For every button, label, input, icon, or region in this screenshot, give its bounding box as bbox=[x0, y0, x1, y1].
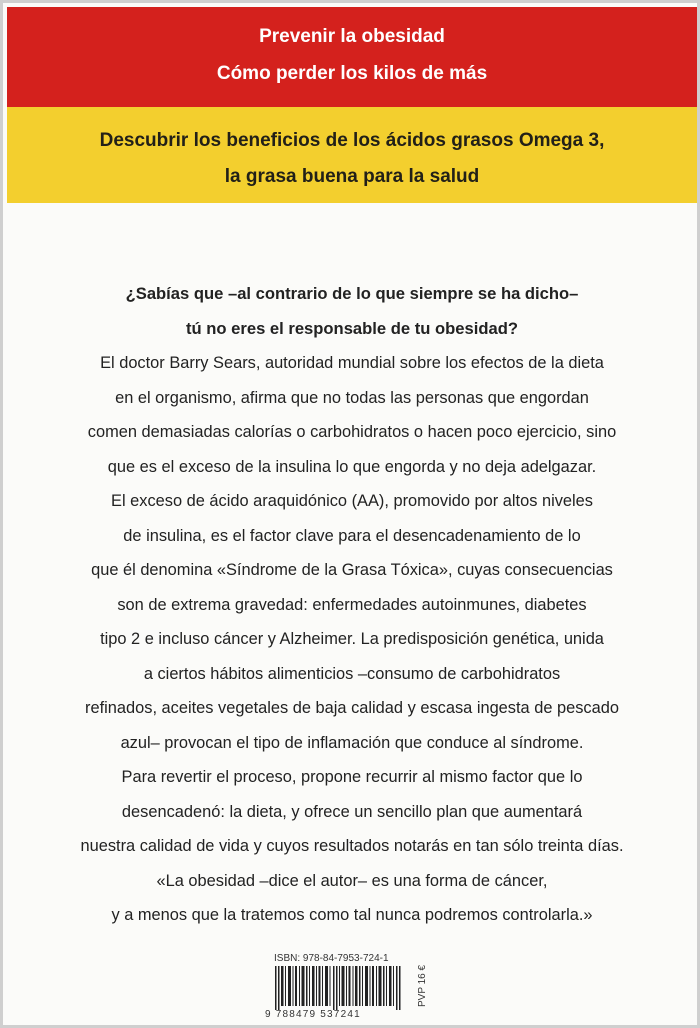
blurb-line: azul– provocan el tipo de inflamación que conduce al síndrome. bbox=[120, 733, 584, 752]
blurb-line: a ciertos hábitos alimenticios –consumo de carbohidratos bbox=[143, 664, 561, 683]
blurb-line: que él denomina «Síndrome de la Grasa Tóxica», cuyas consecuencias bbox=[91, 561, 613, 579]
isbn-label: ISBN: 978-84-7953-724-1 bbox=[274, 953, 389, 964]
header-band bbox=[7, 7, 697, 107]
subheader-band bbox=[7, 107, 697, 203]
blurb-line: y a menos que la tratemos como tal nunca podremos controlarla.» bbox=[111, 906, 593, 924]
blurb-question-line-2: tú no eres el responsable de tu obesidad? bbox=[186, 318, 518, 338]
blurb-line: refinados, aceites vegetales de baja calidad y escasa ingesta de pescado bbox=[85, 699, 619, 717]
barcode bbox=[275, 966, 401, 1010]
blurb-line: El doctor Barry Sears, autoridad mundial sobre los efectos de la dieta bbox=[100, 354, 604, 372]
blurb-line: desencadenó: la dieta, y ofrece un sencillo plan que aumentará bbox=[121, 802, 583, 821]
subheader-line-2: la grasa buena para la salud bbox=[224, 166, 480, 187]
blurb-line: «La obesidad –dice el autor– es una forma de cáncer, bbox=[156, 871, 548, 890]
blurb-line: Para revertir el proceso, propone recurrir al mismo factor que lo bbox=[121, 768, 583, 786]
blurb-line: El exceso de ácido araquidónico (AA), promovido por altos niveles bbox=[111, 492, 593, 510]
subheader-line-1: Descubrir los beneficios de los ácidos grasos Omega 3, bbox=[99, 130, 605, 151]
blurb-text bbox=[7, 277, 697, 933]
blurb-line: de insulina, es el factor clave para el desencadenamiento de lo bbox=[123, 526, 581, 545]
header-line-2: Cómo perder los kilos de más bbox=[216, 63, 488, 84]
barcode-digits: 9 788479 537241 bbox=[265, 1009, 361, 1020]
blurb-line: tipo 2 e incluso cáncer y Alzheimer. La predisposición genética, unida bbox=[100, 630, 604, 648]
blurb-line: nuestra calidad de vida y cuyos resultados notarás en tan sólo treinta días. bbox=[80, 837, 624, 855]
price-label: PVP 16 € bbox=[417, 964, 428, 1007]
blurb-question-line-1: ¿Sabías que –al contrario de lo que siempre se ha dicho– bbox=[125, 284, 579, 303]
header-line-1: Prevenir la obesidad bbox=[259, 26, 445, 47]
blurb-line: que es el exceso de la insulina lo que engorda y no deja adelgazar. bbox=[107, 457, 597, 476]
blurb-line: en el organismo, afirma que no todas las personas que engordan bbox=[115, 388, 589, 407]
blurb-line: son de extrema gravedad: enfermedades autoinmunes, diabetes bbox=[117, 595, 587, 614]
blurb-line: comen demasiadas calorías o carbohidratos o hacen poco ejercicio, sino bbox=[87, 423, 617, 441]
